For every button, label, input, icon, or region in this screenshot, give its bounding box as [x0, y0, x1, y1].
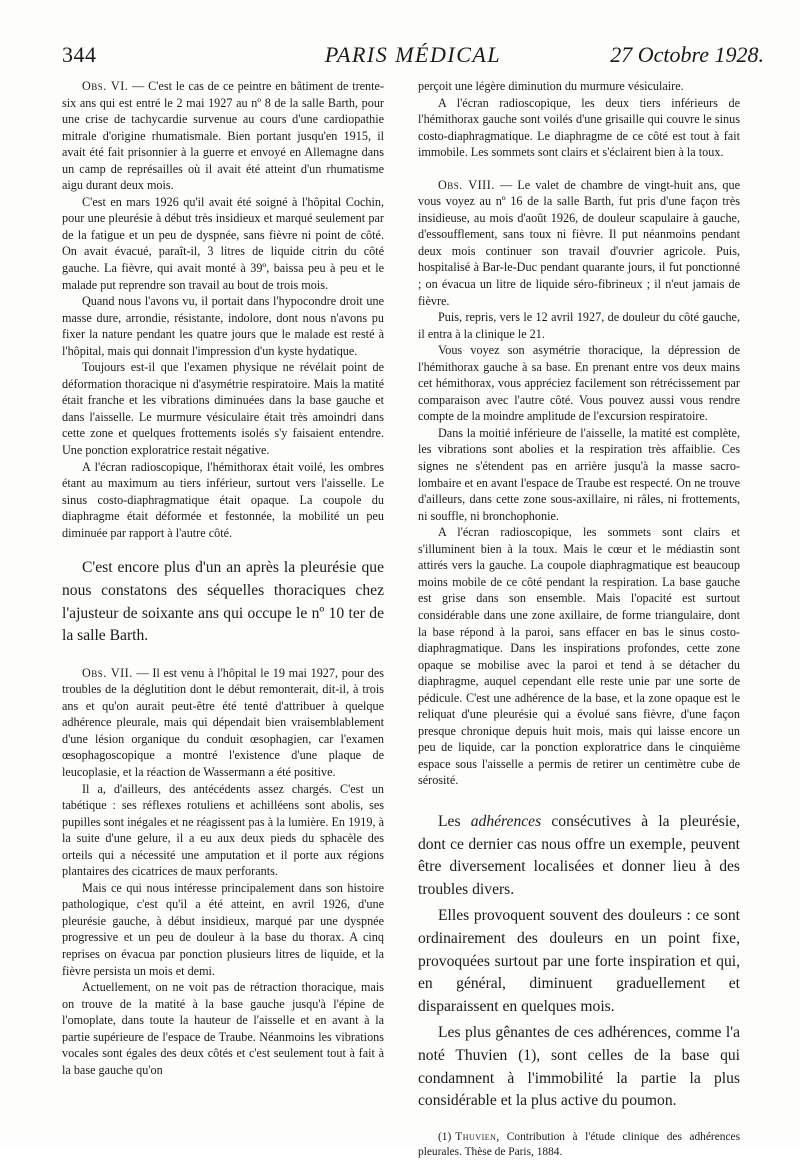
obs6-label: Obs. VI.: [82, 79, 129, 93]
obs6-paragraph-4: Toujours est-il que l'examen physique ne révélait point de déformation thoracique ni d'asymétrie respiratoire. Mais la matité était franche et les vibrations diminuées dans la base gauche et dans l'aisselle. Le murmure vésiculaire était très amoindri dans cette zone et quelques frottements isolés s'y faisaient entendre. Une ponction exploratrice restait négative.: [62, 360, 384, 458]
obs7-paragraph-4: Actuellement, on ne voit pas de rétraction thoracique, mais on trouve de la matité à la base gauche jusqu'à l'épine de l'omoplate, dans toute la hauteur de l'aisselle et en avant à la partie supérieure de l'espace de Traube. Néanmoins les vibrations vocales sont égales des deux côtés et c'est seulement tout à fait à la base gauche qu'on: [62, 980, 384, 1077]
footnote: [418, 1130, 740, 1161]
adherences-paragraph-2: Elles provoquent souvent des douleurs : ce sont ordinairement des douleurs en un point fixe, provoquées surtout par une forte inspiration et qui, en général, diminuent graduellement et disparaissent en quelques mois.: [418, 907, 740, 1015]
obs7-continuation: perçoit une légère diminution du murmure vésiculaire.: [418, 79, 684, 93]
obs7-paragraph-2: Il a, d'ailleurs, des antécédents assez chargés. C'est un tabétique : ses réflexes rotuliens et achilléens sont abolis, ses pupilles sont inégales et ne réagissent pas à la lumière. En 1919, à la suite d'une gelure, il a eu aux deux pieds du sphacèle des orteils qui a nécessité une amputation et il porte aux régions plantaires des cicatrices de maux perforants.: [62, 781, 384, 879]
obs8-label: Obs. VIII.: [438, 177, 495, 192]
obs7-paragraph-1: [62, 665, 384, 781]
commentary-block: [62, 557, 384, 647]
obs6-paragraph-5: A l'écran radioscopique, l'hémithorax était voilé, les ombres étant au maximum au tiers inférieur, surtout vers l'aisselle. Le sinus costo-diaphragmatique était opaque. La coupole du diaphragme était déformée et festonnée, la mobilité un peu diminuée par rapport à l'autre côté.: [62, 459, 384, 540]
footnote-text: , Contribution à l'étude clinique des adhérences pleurales. Thèse de Paris, 1884.: [418, 1130, 740, 1159]
adherences-text-b: consécutives à la pleurésie, dont ce dernier cas nous offre un exemple, peuvent être diversement localisées et donner lieu à des troubles divers.: [418, 812, 740, 898]
obs8-paragraph-2: Puis, repris, vers le 12 avril 1927, de douleur du côté gauche, il entra à la clinique le 21.: [418, 310, 740, 341]
obs6-paragraph-1: [62, 78, 384, 194]
obs7-text-1: — Il est venu à l'hôpital le 19 mai 1927, pour des troubles de la déglutition dont le début remonterait, dit-il, à trois ans et qu'on aurait peut-être été tenté d'attribuer à quelque adhérence pleurale, mais qui dépendait bien vraisemblablement d'une lésion organique du conduit œsophagien, car l'examen œsophagoscopique a montré l'existence d'une plaque de leucoplasie, et la réaction de Wassermann a été positive.: [62, 665, 384, 779]
obs6-text-1: — C'est le cas de ce peintre en bâtiment de trente-six ans qui est entré le 2 mai 1927 au nº 8 de la salle Barth, pour une crise de tachycardie survenue au cours d'une cardiopathie mitrale d'origine rhumatismale. Bien portant jusqu'en 1915, il avait été fait prisonnier à la guerre et envoyé en Allemagne dans un camp de représailles où il avait été atteint d'un rhumatisme aigu durant deux mois.: [62, 79, 384, 193]
obs7-radioscopy-paragraph: A l'écran radioscopique, les deux tiers inférieurs de l'hémithorax gauche sont voilés d'une grisaille qui couvre le sinus costo-diaphragmatique. Le diaphragme de ce côté est tout à fait immobile. Les sommets sont clairs et s'éclairent bien à la toux.: [418, 95, 740, 160]
obs8-paragraph-5: A l'écran radioscopique, les sommets sont clairs et s'illuminent bien à la toux. Mais le cœur et le médiastin sont attirés vers la gauche. La coupole diaphragmatique est beaucoup moins mobile de ce côté pendant la respiration. La base gauche est grise dans son ensemble. Mais l'opacité est surtout considérable dans une zone axillaire, de forme triangulaire, dont la base répond à la paroi, sans effacer en bas le sinus costo-diaphragmatique. Dans les inspirations profondes, cette zone opaque se mobilise avec la paroi et tend à se détacher du diaphragme, auquel cependant elle reste unie par une sorte de pédicule. C'est une adhérence de la base, et la zone opaque est le reliquat d'une pleurésie qui a évolué sans fièvre, d'une façon presque chronique depuis huit mois, mais qui laisse encore un peu de liquide, car la ponction exploratrice dans le cinquième espace sous l'aisselle a permis de retirer un centimètre cube de sérosité.: [418, 525, 740, 788]
page-header: [62, 40, 764, 74]
left-column: [62, 78, 384, 1078]
right-column: [418, 78, 740, 1161]
page-number: 344: [62, 42, 97, 67]
obs7-label: Obs. VII.: [82, 665, 133, 680]
adherences-paragraph-3: Les plus gênantes de ces adhérences, comme l'a noté Thuvien (1), sont celles de la base qui condamnent à l'immobilité la partie la plus considérable et la plus active du poumon.: [418, 1024, 740, 1110]
obs7-paragraph-3: Mais ce qui nous intéresse principalement dans son histoire pathologique, c'est qu'il a été atteint, en avril 1926, d'une pleurésie gauche, à début insidieux, marqué par une dyspnée progressive et un peu de douleur à la base du thorax. A cinq reprises on évacua par ponction plusieurs litres de liquide, et la fièvre persista un mois et demi.: [62, 880, 384, 978]
obs8-paragraph-3: Vous voyez son asymétrie thoracique, la dépression de l'hémithorax gauche à sa base. En prenant entre vos deux mains cet hémithorax, vous appréciez facilement son rétrécissement par comparaison avec l'autre côté. Vous pouvez aussi vous rendre compte de la moindre amplitude de l'excursion respiratoire.: [418, 343, 740, 424]
obs8-paragraph-1: [418, 177, 740, 309]
adherences-paragraph-1: [418, 811, 740, 901]
obs8-paragraph-4: Dans la moitié inférieure de l'aisselle, la matité est complète, les vibrations sont abolies et la respiration très affaiblie. Ces signes ne s'étendent pas en arrière jusqu'à la masse sacro-lombaire et en avant l'espace de Traube est respecté. On ne trouve d'ailleurs, dans cette zone sous-axillaire, ni râles, ni frottements, ni souffle, ni bronchophonie.: [418, 425, 740, 523]
obs6-paragraph-3: Quand nous l'avons vu, il portait dans l'hypocondre droit une masse dure, arrondie, résistante, indolore, dont nous n'avons pu fixer la nature pendant les quatre jours que le malade est resté à l'hôpital, mais qui donnait l'impression d'un kyste hydatique.: [62, 294, 384, 358]
footnote-number: (1): [438, 1130, 452, 1143]
obs8-text-1: — Le valet de chambre de vingt-huit ans, que vous voyez au nº 16 de la salle Barth, fut pris d'une façon très insidieuse, au mois d'août 1926, de douleur scapulaire à gauche, d'essoufflement, sans toux ni fièvre. Il put néanmoins pendant deux mois continuer son travail d'ouvrier agricole. Puis, hospitalisé à Bar-le-Duc pendant quarante jours, il fut ponctionné ; on évacua un litre de liquide séro-fibrineux ; il n'eut jamais de fièvre.: [418, 177, 740, 308]
obs6-paragraph-2: C'est en mars 1926 qu'il avait été soigné à l'hôpital Cochin, pour une pleurésie à début très insidieux et marqué seulement par de la fatigue et un peu de dyspnée, sans fièvre ni point de côté. On avait évacué, paraît-il, 3 litres de liquide citrin du côté gauche. La fièvre, qui avait monté à 39º, baissa peu à peu et le malade put reprendre son travail au bout de trois mois.: [62, 194, 384, 292]
adherences-block: [418, 811, 740, 1113]
commentary-paragraph: C'est encore plus d'un an après la pleurésie que nous constatons des séquelles thoraciques chez l'ajusteur de soixante ans qui occupe le nº 10 ter de la salle Barth.: [62, 559, 384, 645]
adherences-text-a: Les: [438, 812, 471, 830]
footnote-author: Thuvien: [455, 1130, 497, 1143]
adherences-emphasis: adhérences: [470, 812, 542, 830]
issue-date: 27 Octobre 1928.: [610, 42, 764, 67]
journal-title: PARIS MÉDICAL: [324, 42, 502, 67]
